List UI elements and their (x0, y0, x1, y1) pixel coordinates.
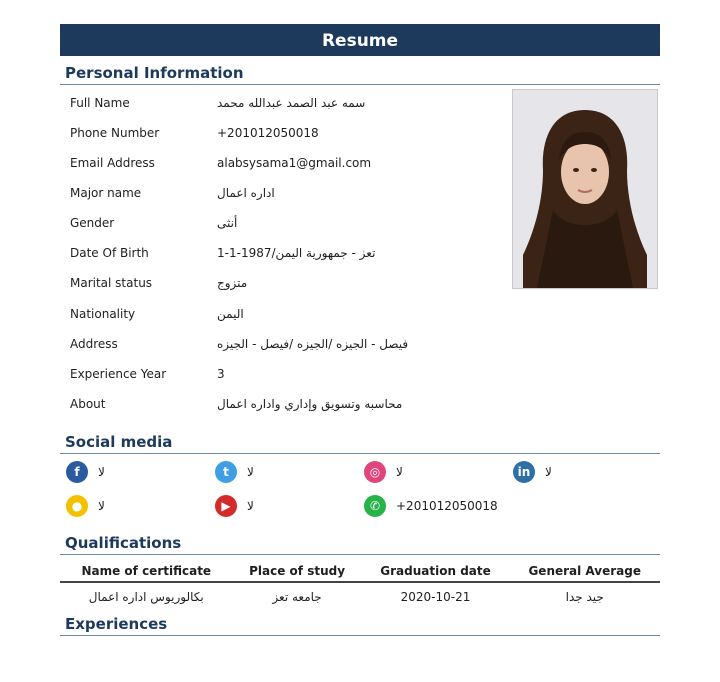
section-social-media: Social media (60, 433, 660, 454)
social-value: لا (545, 465, 552, 479)
social-whatsapp[interactable] (364, 494, 498, 518)
social-value: لا (247, 499, 254, 513)
info-value: alabsysama1@gmail.com (217, 156, 372, 170)
table-cell: بكالوريوس اداره اعمال (88, 590, 204, 604)
info-label: Marital status (70, 276, 153, 290)
info-label: Email Address (70, 156, 155, 170)
info-label: Experience Year (70, 367, 167, 381)
info-label: Phone Number (70, 126, 160, 140)
linkedin-icon: in (513, 461, 535, 483)
social-facebook[interactable] (66, 460, 105, 484)
info-value: 3 (217, 367, 225, 381)
table-header-row (60, 561, 660, 582)
resume-page (60, 24, 660, 636)
profile-photo-illustration (513, 90, 657, 288)
table-cell: جامعه تعز (272, 590, 322, 604)
column-header: Place of study (233, 561, 362, 582)
column-header: General Average (509, 561, 660, 582)
info-value: تعز - جمهورية اليمن/1987-1-1 (217, 246, 376, 260)
info-label: Full Name (70, 96, 130, 110)
social-snapchat[interactable] (66, 494, 105, 518)
info-value: أنثى (217, 216, 238, 230)
social-instagram[interactable] (364, 460, 403, 484)
table-cell: جيد جدا (565, 590, 604, 604)
social-media-block (60, 454, 660, 526)
info-value: محاسبه وتسويق وإداري واداره اعمال (217, 397, 403, 411)
resume-title: Resume (60, 24, 660, 56)
info-label: Address (70, 337, 118, 351)
info-label: Major name (70, 186, 142, 200)
social-linkedin[interactable] (513, 460, 552, 484)
youtube-icon: ▶ (215, 495, 237, 517)
whatsapp-icon: ✆ (364, 495, 386, 517)
table-cell: 2020-10-21 (400, 590, 471, 604)
instagram-icon: ◎ (364, 461, 386, 483)
info-label: Date Of Birth (70, 246, 149, 260)
social-value: لا (98, 465, 105, 479)
profile-photo (512, 89, 658, 289)
snapchat-icon: ● (66, 495, 88, 517)
info-label: About (70, 397, 106, 411)
personal-info-block (60, 85, 660, 425)
table-row (60, 582, 660, 611)
info-label: Gender (70, 216, 115, 230)
info-value: +201012050018 (217, 126, 319, 140)
column-header: Name of certificate (60, 561, 233, 582)
social-value: لا (247, 465, 254, 479)
facebook-icon: f (66, 461, 88, 483)
info-value: فيصل - الجيزه /الجيزه /فيصل - الجيزه (217, 337, 409, 351)
section-personal-information: Personal Information (60, 64, 660, 85)
twitter-icon: t (215, 461, 237, 483)
section-qualifications: Qualifications (60, 534, 660, 555)
section-experiences: Experiences (60, 615, 660, 636)
info-value: اداره اعمال (217, 186, 275, 200)
info-value: متزوج (217, 276, 248, 290)
social-value: لا (396, 465, 403, 479)
social-youtube[interactable] (215, 494, 254, 518)
social-value: لا (98, 499, 105, 513)
info-label: Nationality (70, 307, 136, 321)
qualifications-table (60, 561, 660, 611)
social-twitter[interactable] (215, 460, 254, 484)
info-value: اليمن (217, 307, 244, 321)
info-value: سمه عبد الصمد عبدالله محمد (217, 96, 366, 110)
social-value: +201012050018 (396, 499, 498, 513)
column-header: Graduation date (362, 561, 510, 582)
